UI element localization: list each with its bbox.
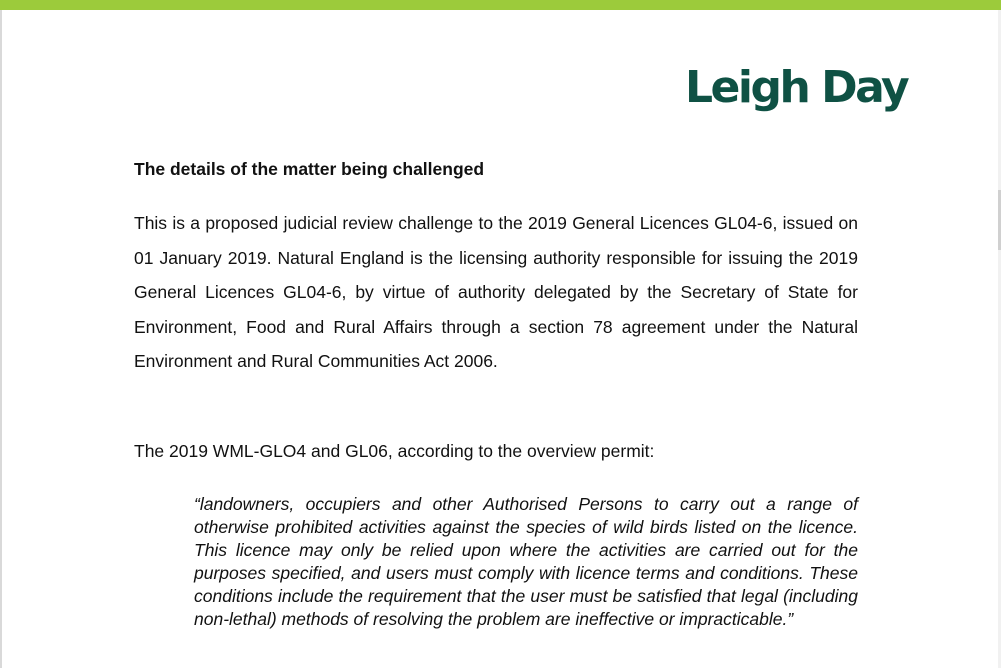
- brand-accent-bar: [0, 0, 1001, 10]
- body-paragraph-1: This is a proposed judicial review challenge to the 2019 General Licences GL04-6, issued on 01 January 2019. Natural England is the licensing authority responsible for issuing the 2019 General Licences GL04-6, by virtue of authority delegated by the Secretary of State for Environment, Food and Rural Affairs through a section 78 agreement under the Natural Environment and Rural Communities Act 2006.: [134, 213, 858, 372]
- section-heading: The details of the matter being challenged: [134, 159, 485, 179]
- leigh-day-logo: Leigh Day: [685, 62, 908, 113]
- body-paragraph-2: The 2019 WML-GLO4 and GL06, according to the overview permit:: [134, 441, 655, 461]
- page-edge: [0, 10, 2, 668]
- permit-quote: “landowners, occupiers and other Authorised Persons to carry out a range of otherwise prohibited activities against the species of wild birds listed on the licence. This licence may only be relied upon where the activities are carried out for the purposes specified, and users must comply with licence terms and conditions. These conditions include the requirement that the user must be satisfied that legal (including non-lethal) methods of resolving the problem are ineffective or impracticable.”: [194, 494, 858, 630]
